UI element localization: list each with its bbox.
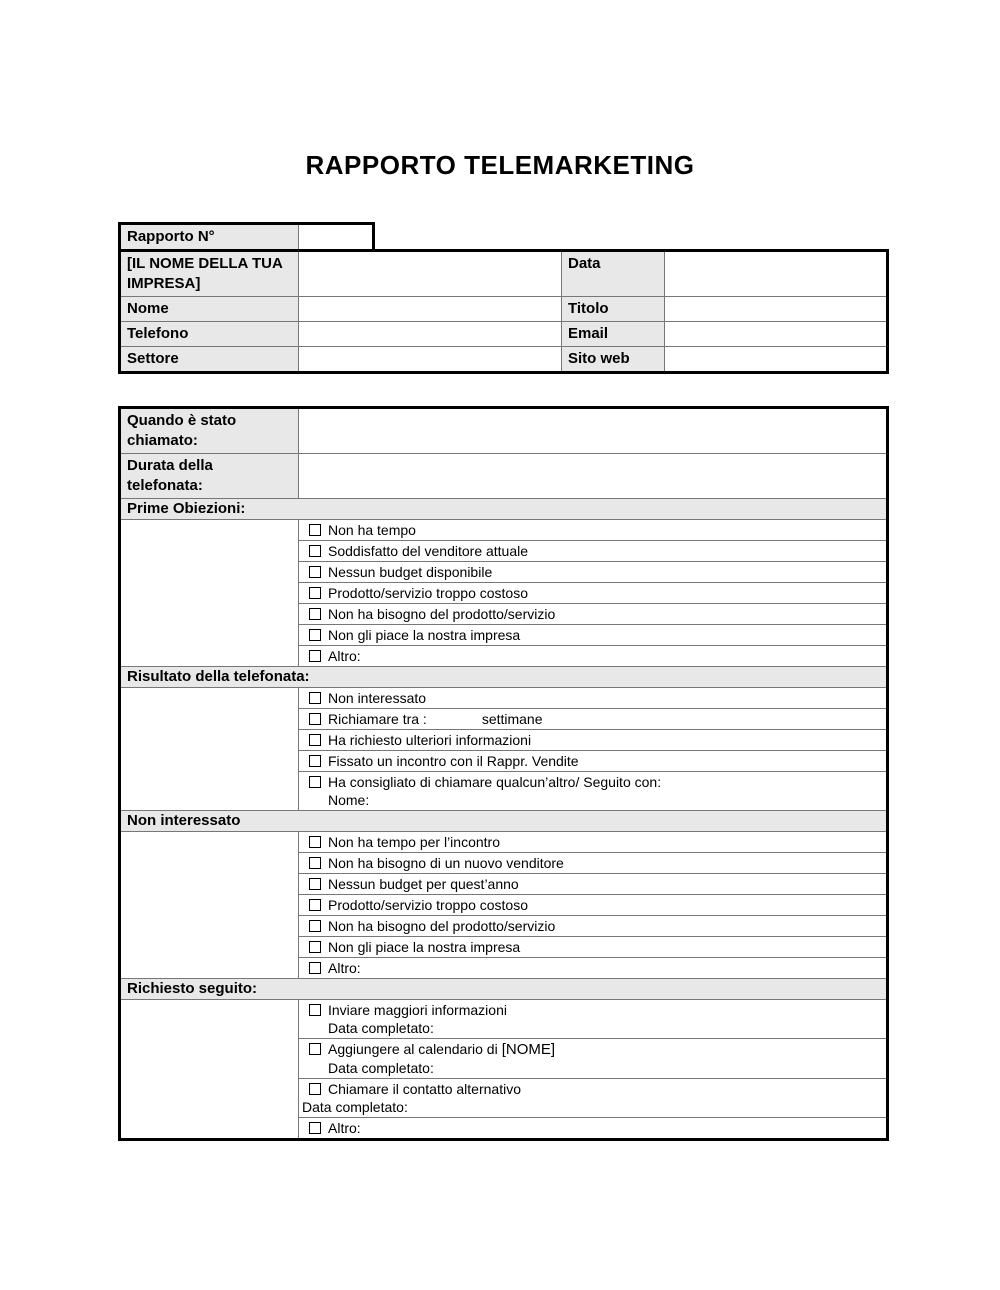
checkbox-label: Ha consigliato di chiamare qualcun’altro/ Seguito con:	[328, 774, 662, 790]
checkbox[interactable]	[309, 1122, 321, 1134]
section-left-space	[120, 520, 299, 667]
checkbox[interactable]	[309, 878, 321, 890]
sector-value[interactable]	[299, 347, 562, 373]
section-header-richiesto-seguito: Richiesto seguito:	[120, 979, 888, 1000]
checkbox-label: Non gli piace la nostra impresa	[328, 627, 521, 643]
checkbox-label: Richiamare tra :	[328, 711, 427, 727]
checkbox[interactable]	[309, 692, 321, 704]
checkbox[interactable]	[309, 1083, 321, 1095]
checkbox-label: Non ha bisogno del prodotto/servizio	[328, 918, 556, 934]
contact-info-table	[118, 249, 889, 374]
checkbox-row	[299, 625, 888, 646]
checkbox[interactable]	[309, 587, 321, 599]
checkbox-row	[299, 958, 888, 979]
report-number-table	[118, 222, 375, 252]
checkbox[interactable]	[309, 836, 321, 848]
title-value[interactable]	[665, 297, 888, 322]
checkbox-row	[299, 853, 888, 874]
phone-value[interactable]	[299, 322, 562, 347]
checkbox-row	[299, 709, 888, 730]
company-name-label: [IL NOME DELLA TUA IMPRESA]	[120, 251, 299, 297]
checkbox-label: Prodotto/servizio troppo costoso	[328, 585, 528, 601]
subline-label: Data completato:	[328, 1060, 434, 1076]
checkbox[interactable]	[309, 962, 321, 974]
checkbox[interactable]	[309, 857, 321, 869]
checkbox-label: Altro:	[328, 648, 361, 664]
checkbox-row	[299, 751, 888, 772]
checkbox[interactable]	[309, 776, 321, 788]
checkbox-label: Soddisfatto del venditore attuale	[328, 543, 529, 559]
checkbox-label: Ha richiesto ulteriori informazioni	[328, 732, 532, 748]
company-name-value[interactable]	[299, 251, 562, 297]
call-duration-value[interactable]	[299, 454, 888, 499]
checkbox[interactable]	[309, 755, 321, 767]
checkbox-label: Prodotto/servizio troppo costoso	[328, 897, 528, 913]
section-header-prime-obiezioni: Prime Obiezioni:	[120, 499, 888, 520]
checkbox-label: Non gli piace la nostra impresa	[328, 939, 521, 955]
email-label: Email	[562, 322, 665, 347]
checkbox-row	[299, 646, 888, 667]
checkbox-label: Non ha bisogno del prodotto/servizio	[328, 606, 556, 622]
checkbox-row	[299, 1079, 888, 1118]
checkbox-row	[299, 541, 888, 562]
checkbox-row	[299, 730, 888, 751]
website-label: Sito web	[562, 347, 665, 373]
checkbox-row	[299, 832, 888, 853]
checkbox[interactable]	[309, 899, 321, 911]
checkbox[interactable]	[309, 734, 321, 746]
checkbox-row	[299, 874, 888, 895]
call-duration-label: Durata della telefonata:	[120, 454, 299, 499]
checkbox-label: Chiamare il contatto alternativo	[328, 1081, 521, 1097]
checkbox-label: Altro:	[328, 1120, 361, 1136]
phone-label: Telefono	[120, 322, 299, 347]
checkbox[interactable]	[309, 713, 321, 725]
checkbox-label: Non ha bisogno di un nuovo venditore	[328, 855, 564, 871]
checkbox-label: Nessun budget per quest’anno	[328, 876, 519, 892]
checkbox[interactable]	[309, 650, 321, 662]
sector-label: Settore	[120, 347, 299, 373]
checkbox[interactable]	[309, 1043, 321, 1055]
name-placeholder: [NOME]	[501, 1041, 556, 1058]
section-header-non-interessato: Non interessato	[120, 811, 888, 832]
when-called-label: Quando è stato chiamato:	[120, 408, 299, 454]
section-left-space	[120, 688, 299, 811]
checkbox-label: Nessun budget disponibile	[328, 564, 493, 580]
checkbox-label-suffix: settimane	[481, 711, 543, 727]
checkbox[interactable]	[309, 545, 321, 557]
checkbox[interactable]	[309, 524, 321, 536]
section-header-risultato: Risultato della telefonata:	[120, 667, 888, 688]
title-label: Titolo	[562, 297, 665, 322]
report-number-value[interactable]	[299, 224, 374, 251]
checkbox-label: Non ha tempo per l’incontro	[328, 834, 500, 850]
report-number-label: Rapporto N°	[120, 224, 299, 251]
checkbox-label: Non ha tempo	[328, 522, 416, 538]
checkbox-row	[299, 895, 888, 916]
checkbox-row	[299, 1039, 888, 1079]
subline-label: Data completato:	[302, 1099, 408, 1115]
name-label: Nome	[120, 297, 299, 322]
checkbox-label: Inviare maggiori informazioni	[328, 1002, 507, 1018]
checkbox-row	[299, 688, 888, 709]
subline-label: Nome:	[328, 792, 370, 808]
date-value[interactable]	[665, 251, 888, 297]
checkbox-row	[299, 583, 888, 604]
subline-label: Data completato:	[328, 1020, 434, 1036]
checkbox-row	[299, 1000, 888, 1039]
checkbox-label: Non interessato	[328, 690, 427, 706]
checkbox[interactable]	[309, 629, 321, 641]
page-title: RAPPORTO TELEMARKETING	[305, 150, 695, 180]
checkbox-row	[299, 772, 888, 811]
checkbox-row	[299, 916, 888, 937]
checkbox[interactable]	[309, 920, 321, 932]
checkbox-label: Altro:	[328, 960, 361, 976]
section-left-space	[120, 1000, 299, 1140]
section-left-space	[120, 832, 299, 979]
when-called-value[interactable]	[299, 408, 888, 454]
call-details-table	[118, 406, 889, 1141]
checkbox-row	[299, 937, 888, 958]
checkbox-row	[299, 562, 888, 583]
checkbox[interactable]	[309, 566, 321, 578]
checkbox-row	[299, 604, 888, 625]
email-value[interactable]	[665, 322, 888, 347]
checkbox[interactable]	[309, 1004, 321, 1016]
checkbox-row	[299, 520, 888, 541]
checkbox-label: Fissato un incontro con il Rappr. Vendite	[328, 753, 579, 769]
checkbox[interactable]	[309, 608, 321, 620]
name-value[interactable]	[299, 297, 562, 322]
checkbox-label: Aggiungere al calendario di	[328, 1041, 498, 1057]
date-label: Data	[562, 251, 665, 297]
checkbox[interactable]	[309, 941, 321, 953]
website-value[interactable]	[665, 347, 888, 373]
checkbox-row	[299, 1118, 888, 1140]
